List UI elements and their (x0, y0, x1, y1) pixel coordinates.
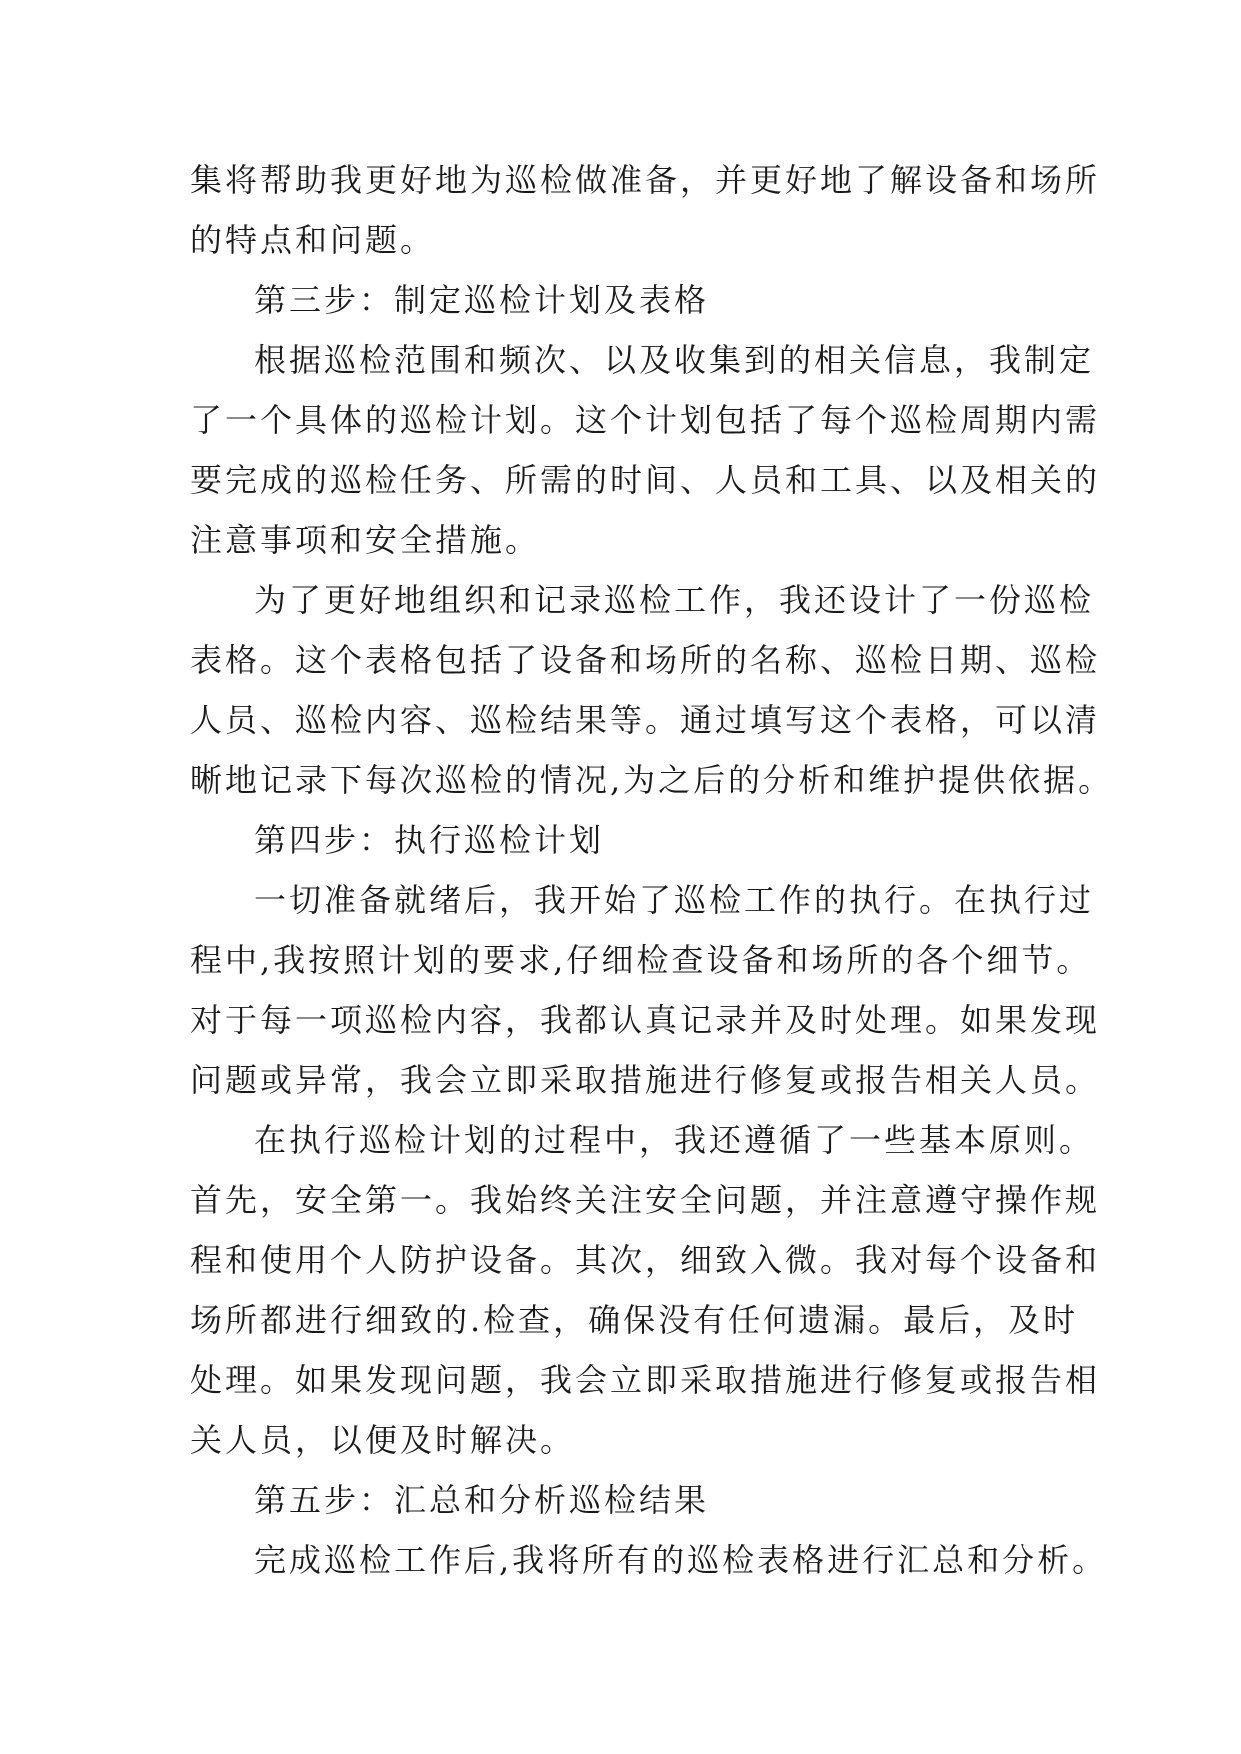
text-line: 集将帮助我更好地为巡检做准备，并更好地了解设备和场所 (190, 161, 1101, 199)
text-line: 关人员，以便及时解决。 (190, 1421, 576, 1459)
text-line: 首先，安全第一。我始终关注安全问题，并注意遵守操作规 (190, 1181, 1101, 1219)
text-line: 程中,我按照计划的要求,仔细检查设备和场所的各个细节。 (190, 941, 1092, 979)
text-line: 在执行巡检计划的过程中，我还遵循了一些基本原则。 (254, 1121, 1095, 1159)
text-line: 要完成的巡检任务、所需的时间、人员和工具、以及相关的 (190, 461, 1101, 499)
text-line: 为了更好地组织和记录巡检工作，我还设计了一份巡检 (254, 581, 1095, 619)
text-line: 表格。这个表格包括了设备和场所的名称、巡检日期、巡检 (190, 641, 1101, 679)
text-line: 完成巡检工作后,我将所有的巡检表格进行汇总和分析。 (254, 1541, 1108, 1579)
text-line: 的特点和问题。 (190, 221, 436, 259)
text-line: 处理。如果发现问题，我会立即采取措施进行修复或报告相 (190, 1361, 1101, 1399)
text-line: 了一个具体的巡检计划。这个计划包括了每个巡检周期内需 (190, 401, 1101, 439)
section-heading-step-5: 第五步：汇总和分析巡检结果 (254, 1481, 710, 1519)
text-line: 一切准备就绪后，我开始了巡检工作的执行。在执行过 (254, 881, 1095, 919)
text-line: 注意事项和安全措施。 (190, 521, 541, 559)
section-heading-step-3: 第三步：制定巡检计划及表格 (254, 281, 710, 319)
text-line: 根据巡检范围和频次、以及收集到的相关信息，我制定 (254, 341, 1095, 379)
text-line: 人员、巡检内容、巡检结果等。通过填写这个表格，可以清 (190, 701, 1101, 739)
text-line: 程和使用个人防护设备。其次，细致入微。我对每个设备和 (190, 1241, 1101, 1279)
text-line: 问题或异常，我会立即采取措施进行修复或报告相关人员。 (190, 1061, 1101, 1099)
text-line: 晰地记录下每次巡检的情况,为之后的分析和维护提供依据。 (190, 761, 1114, 799)
text-line: 场所都进行细致的.检查，确保没有任何遗漏。最后，及时 (190, 1301, 1079, 1339)
section-heading-step-4: 第四步：执行巡检计划 (254, 821, 605, 859)
text-line: 对于每一项巡检内容，我都认真记录并及时处理。如果发现 (190, 1001, 1101, 1039)
body-text (190, 150, 1114, 1590)
